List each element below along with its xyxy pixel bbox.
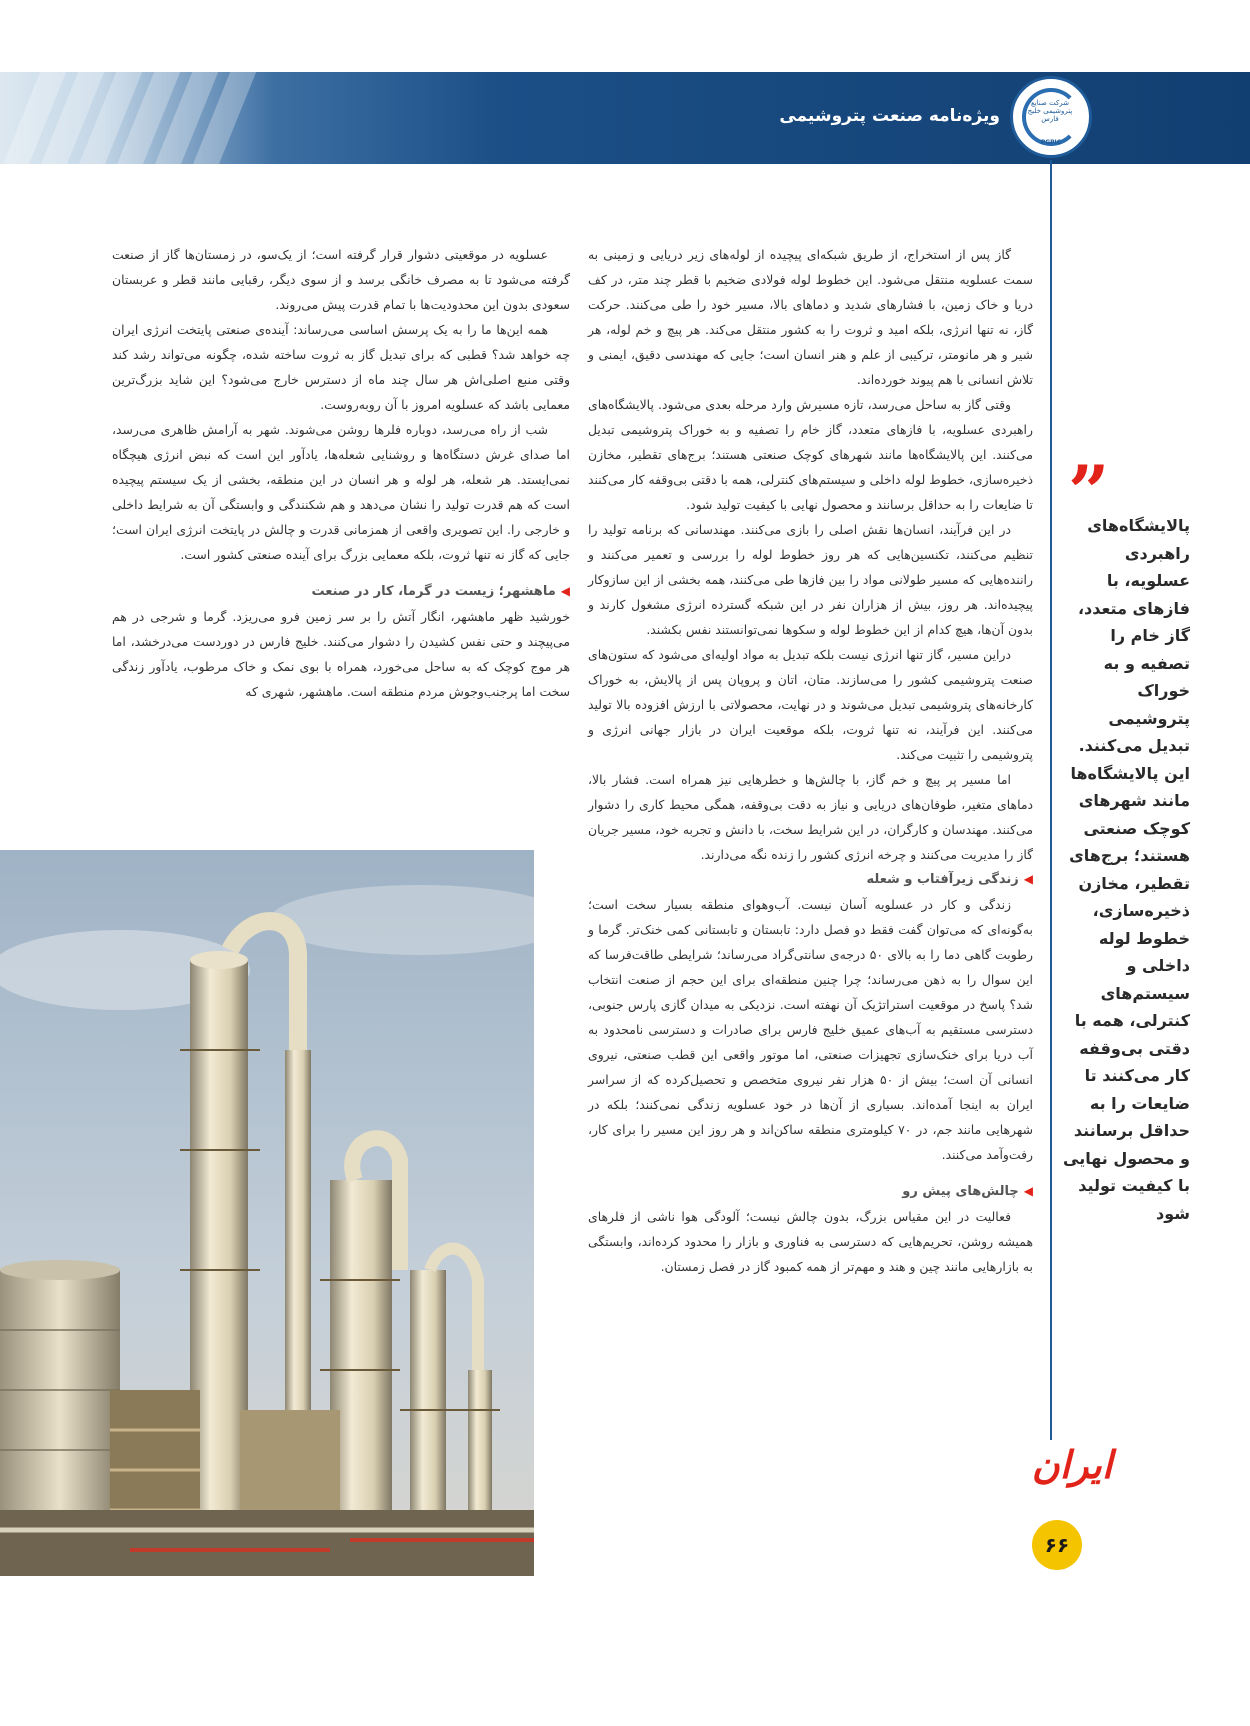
- magazine-logo: ایران: [1031, 1442, 1113, 1487]
- quote-mark-icon: ”: [1068, 449, 1110, 534]
- refinery-photo: [0, 850, 534, 1576]
- logo-caption: شرکت صنایع پتروشیمی خلیج فارس: [1027, 99, 1073, 123]
- subheading: [588, 1179, 1033, 1204]
- triangle-bullet-icon: ◀: [1023, 1184, 1033, 1198]
- paragraph: گاز پس از استخراج، از طریق شبکه‌ای پیچیده از لوله‌های زیر دریایی و زمینی به سمت عسلویه منتقل می‌شود. این خطوط لوله فولادی ضخیم با قطر چند متر، در کف دریا و خاک زمین، با فشارهای شدید و دماهای بالا، مسیر خود را طی می‌کنند. حرکت گاز، نه تنها انرژی، بلکه امید و ثروت را به کشور منتقل می‌کند. هر پیچ و خم لوله، هر شیر و هر مانومتر، ترکیبی از علم و هنر انسان است؛ جایی که مهندسی دقیق، ایمنی و تلاش انسانی با هم پیوند خورده‌اند.: [588, 247, 1033, 387]
- paragraph: وقتی گاز به ساحل می‌رسد، تازه مسیرش وارد مرحله بعدی می‌شود. پالایشگاه‌های راهبردی عسلویه، با فازهای متعدد، گاز خام را تصفیه و به خوراک پتروشیمی تبدیل می‌کنند. این پالایشگاه‌ها مانند شهرهای کوچک صنعتی هستند؛ برج‌های تقطیر، مخازن ذخیره‌سازی، خطوط لوله داخلی و سیستم‌های کنترلی، همه با دقتی بی‌وقفه کار می‌کنند تا ضایعات را به حداقل برسانند و محصول نهایی با کیفیت تولید شود.: [588, 397, 1033, 512]
- subheading-text: ماهشهر؛ زیست در گرما، کار در صنعت: [311, 584, 556, 599]
- paragraph: زندگی و کار در عسلویه آسان نیست. آب‌وهوای منطقه بسیار سخت است؛ به‌گونه‌ای که می‌توان گفت فقط دو فصل دارد: تابستان و تابستانی کمی خنک‌تر. گرما و رطوبت گاهی دما را به بالای ۵۰ درجه‌ی سانتی‌گراد می‌رساند؛ شرایطی طاقت‌فرسا که این سوال را به ذهن می‌رساند؛ چرا چنین منطقه‌ای برای این حجم از صنعت انتخاب شد؟ پاسخ در موقعیت استراتژیک آن نهفته است. نزدیکی به میدان گازی پارس جنوبی، دسترسی مستقیم به آب‌های عمیق خلیج فارس برای صادرات و دسترسی نامحدود به آب دریا برای خنک‌سازی تجهیزات صنعتی، اما موتور واقعی این قطب صنعتی، نیروی انسانی آن است؛ بیش از ۵۰ هزار نفر نیروی متخصص و تحصیل‌کرده که از سراسر ایران به اینجا آمده‌اند. بسیاری از آن‌ها در خود عسلویه زندگی نمی‌کنند؛ بلکه در شهرهایی مانند جم، در ۷۰ کیلومتری منطقه ساکن‌اند و هر روز این مسیر را برای کار، رفت‌وآمد می‌کنند.: [588, 897, 1033, 1162]
- subheading: [112, 579, 570, 604]
- logo-abbreviation: PGPIC: [1040, 139, 1062, 146]
- paragraph: همه این‌ها ما را به یک پرسش اساسی می‌رساند: آینده‌ی صنعتی پایتخت انرژی ایران چه خواهد شد؟ قطبی که برای تبدیل گاز به ثروت ساخته شده، چگونه می‌تواند رشد کند وقتی منبع اصلی‌اش هر سال چند ماه از دسترس خارج می‌شود؟ این شاید بزرگ‌ترین معمایی باشد که عسلویه امروز با آن روبه‌روست.: [112, 322, 570, 412]
- text-column-left: [112, 242, 570, 704]
- pull-quote: پالایشگاه‌های راهبردی عسلویه، با فازهای متعدد، گاز خام را تصفیه و به خوراک پتروشیمی تبدیل می‌کنند. این پالایشگاه‌ها مانند شهرهای کوچک صنعتی هستند؛ برج‌های تقطیر، مخازن ذخیره‌سازی، خطوط لوله داخلی و سیستم‌های کنترلی، همه با دقتی بی‌وقفه کار می‌کنند تا ضایعات را به حداقل برسانند و محصول نهایی با کیفیت تولید شود: [1063, 516, 1190, 1223]
- text-column-right: [588, 242, 1033, 1279]
- paragraph: شب از راه می‌رسد، دوباره فلرها روشن می‌شوند. شهر به آرامش ظاهری می‌رسد، اما صدای غرش دستگاه‌ها و روشنایی شعله‌ها، یادآور این است که نبض انرژی هیچگاه نمی‌ایستد. هر شعله، هر لوله و هر انسان در این منطقه، بخشی از یک سیستم پیچیده است که هم قدرت تولید را نشان می‌دهد و هم شکنندگی و وابستگی آن به شرایط داخلی و خارجی را. این تصویری واقعی از همزمانی قدرت و چالش در پایتخت انرژی ایران است؛ جایی که گاز نه تنها ثروت، بلکه معمایی بزرگ برای آینده صنعتی کشور است.: [112, 422, 570, 562]
- vertical-divider: [1050, 160, 1052, 1440]
- paragraph: فعالیت در این مقیاس بزرگ، بدون چالش نیست؛ آلودگی هوا ناشی از فلرهای همیشه روشن، تحریم‌هایی که دسترسی به فناوری و بازار را محدود کرده‌اند، وابستگی به بازارهایی مانند چین و هند و مهم‌تر از همه کمبود گاز در فصل زمستان.: [588, 1209, 1033, 1274]
- paragraph: دراین مسیر، گاز تنها انرژی نیست بلکه تبدیل به مواد اولیه‌ای می‌شود که ستون‌های صنعت پتروشیمی کشور را می‌سازند. متان، اتان و پروپان پس از پالایش، به خوراک کارخانه‌های پتروشیمی تبدیل می‌شوند و در نهایت، محصولاتی با ارزش افزوده بالا تولید می‌کنند. این فرآیند، نه تنها ثروت، بلکه موقعیت ایران در بازار جهانی انرژی و پتروشیمی را تثبیت می‌کند.: [588, 647, 1033, 762]
- subheading-text: زندگی زیرآفتاب و شعله: [866, 872, 1019, 887]
- decorative-stripes: [0, 72, 260, 164]
- paragraph: خورشید ظهر ماهشهر، انگار آتش را بر سر زمین فرو می‌ریزد. گرما و شرجی در هم می‌پیچند و حتی نفس کشیدن را دشوار می‌کنند. خلیج فارس در دوردست می‌درخشد، اما هر موج کوچک که به ساحل می‌خورد، همراه با بوی نمک و خاک مرطوب، یادآور زندگی سخت اما پرجنب‌وجوش مردم منطقه است. ماهشهر، شهری که: [112, 609, 570, 699]
- page-number: ۶۶: [1032, 1520, 1082, 1570]
- subheading-text: چالش‌های پیش رو: [902, 1184, 1019, 1199]
- header-title: ویژه‌نامه صنعت پتروشیمی: [779, 106, 1000, 126]
- paragraph: در این فرآیند، انسان‌ها نقش اصلی را بازی می‌کنند. مهندسانی که برنامه تولید را تنظیم می‌کنند، تکنسین‌هایی که هر روز خطوط لوله را بررسی و تعمیر می‌کنند و راننده‌هایی که مسیر طولانی مواد را بین فازها طی می‌کنند، همه بخشی از این سازوکار پیچیده‌اند. هر روز، بیش از هزاران نفر در این شبکه گسترده انرژی مشغول کارند و بدون آن‌ها، هیچ کدام از این خطوط لوله و سکوها نمی‌توانستند نفس بکشند.: [588, 522, 1033, 637]
- triangle-bullet-icon: ◀: [1023, 872, 1033, 886]
- company-logo: [1010, 76, 1092, 158]
- paragraph: عسلویه در موقعیتی دشوار قرار گرفته است؛ از یک‌سو، در زمستان‌ها گاز از صنعت گرفته می‌شود تا به مصرف خانگی برسد و از سوی دیگر، رقبایی مانند قطر و عربستان سعودی بدون این محدودیت‌ها با تمام قدرت پیش می‌روند.: [112, 247, 570, 312]
- paragraph: اما مسیر پر پیچ و خم گاز، با چالش‌ها و خطرهایی نیز همراه است. فشار بالا، دماهای متغیر، طوفان‌های دریایی و نیاز به دقت بی‌وقفه، همگی محیط کاری را دشوار می‌کنند. مهندسان و کارگران، در این شرایط سخت، با دانش و تجربه خود، مسیر جریان گاز را مدیریت می‌کنند و چرخه انرژی کشور را زنده نگه می‌دارند.: [588, 772, 1033, 862]
- triangle-bullet-icon: ◀: [560, 584, 570, 598]
- subheading: [588, 867, 1033, 892]
